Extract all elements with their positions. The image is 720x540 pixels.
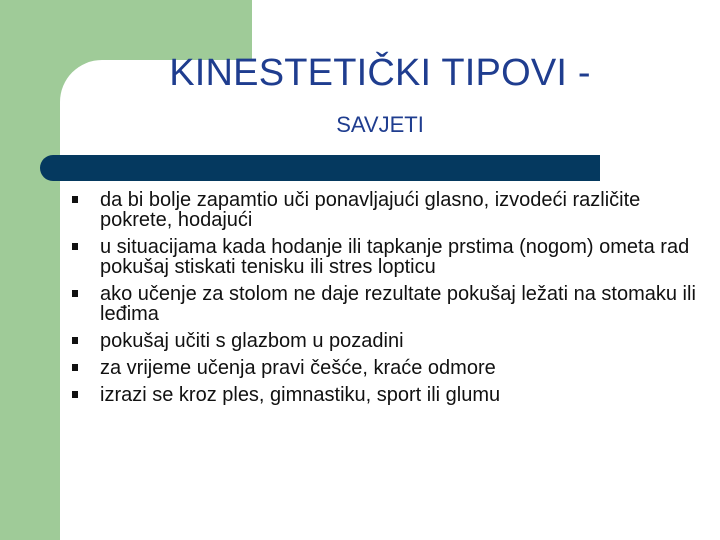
square-bullet-icon (72, 196, 78, 203)
bullet-list (70, 190, 710, 412)
square-bullet-icon (72, 391, 78, 398)
bullet-item (70, 237, 710, 277)
slide-subtitle: SAVJETI (336, 112, 424, 137)
slide-title: KINESTETIČKI TIPOVI - (169, 52, 591, 94)
bullet-text: da bi bolje zapamtio uči ponavljajući glasno, izvodeći različite pokrete, hodajući (100, 189, 641, 231)
bullet-text: izrazi se kroz ples, gimnastiku, sport ili glumu (100, 384, 501, 406)
bullet-text: za vrijeme učenja pravi češće, kraće odmore (100, 357, 496, 379)
bullet-text: u situacijama kada hodanje ili tapkanje prstima (nogom) ometa rad pokušaj stiskati tenisku ili stres lopticu (100, 236, 690, 278)
bullet-item (70, 331, 710, 351)
bullet-text: pokušaj učiti s glazbom u pozadini (100, 330, 404, 352)
square-bullet-icon (72, 364, 78, 371)
bullet-item (70, 358, 710, 378)
title-divider-bar (40, 155, 600, 181)
bullet-text: ako učenje za stolom ne daje rezultate pokušaj ležati na stomaku ili leđima (100, 283, 696, 325)
square-bullet-icon (72, 290, 78, 297)
square-bullet-icon (72, 337, 78, 344)
square-bullet-icon (72, 243, 78, 250)
bullet-item (70, 284, 710, 324)
bullet-item (70, 385, 710, 405)
green-side-strip (0, 0, 60, 540)
bullet-item (70, 190, 710, 230)
